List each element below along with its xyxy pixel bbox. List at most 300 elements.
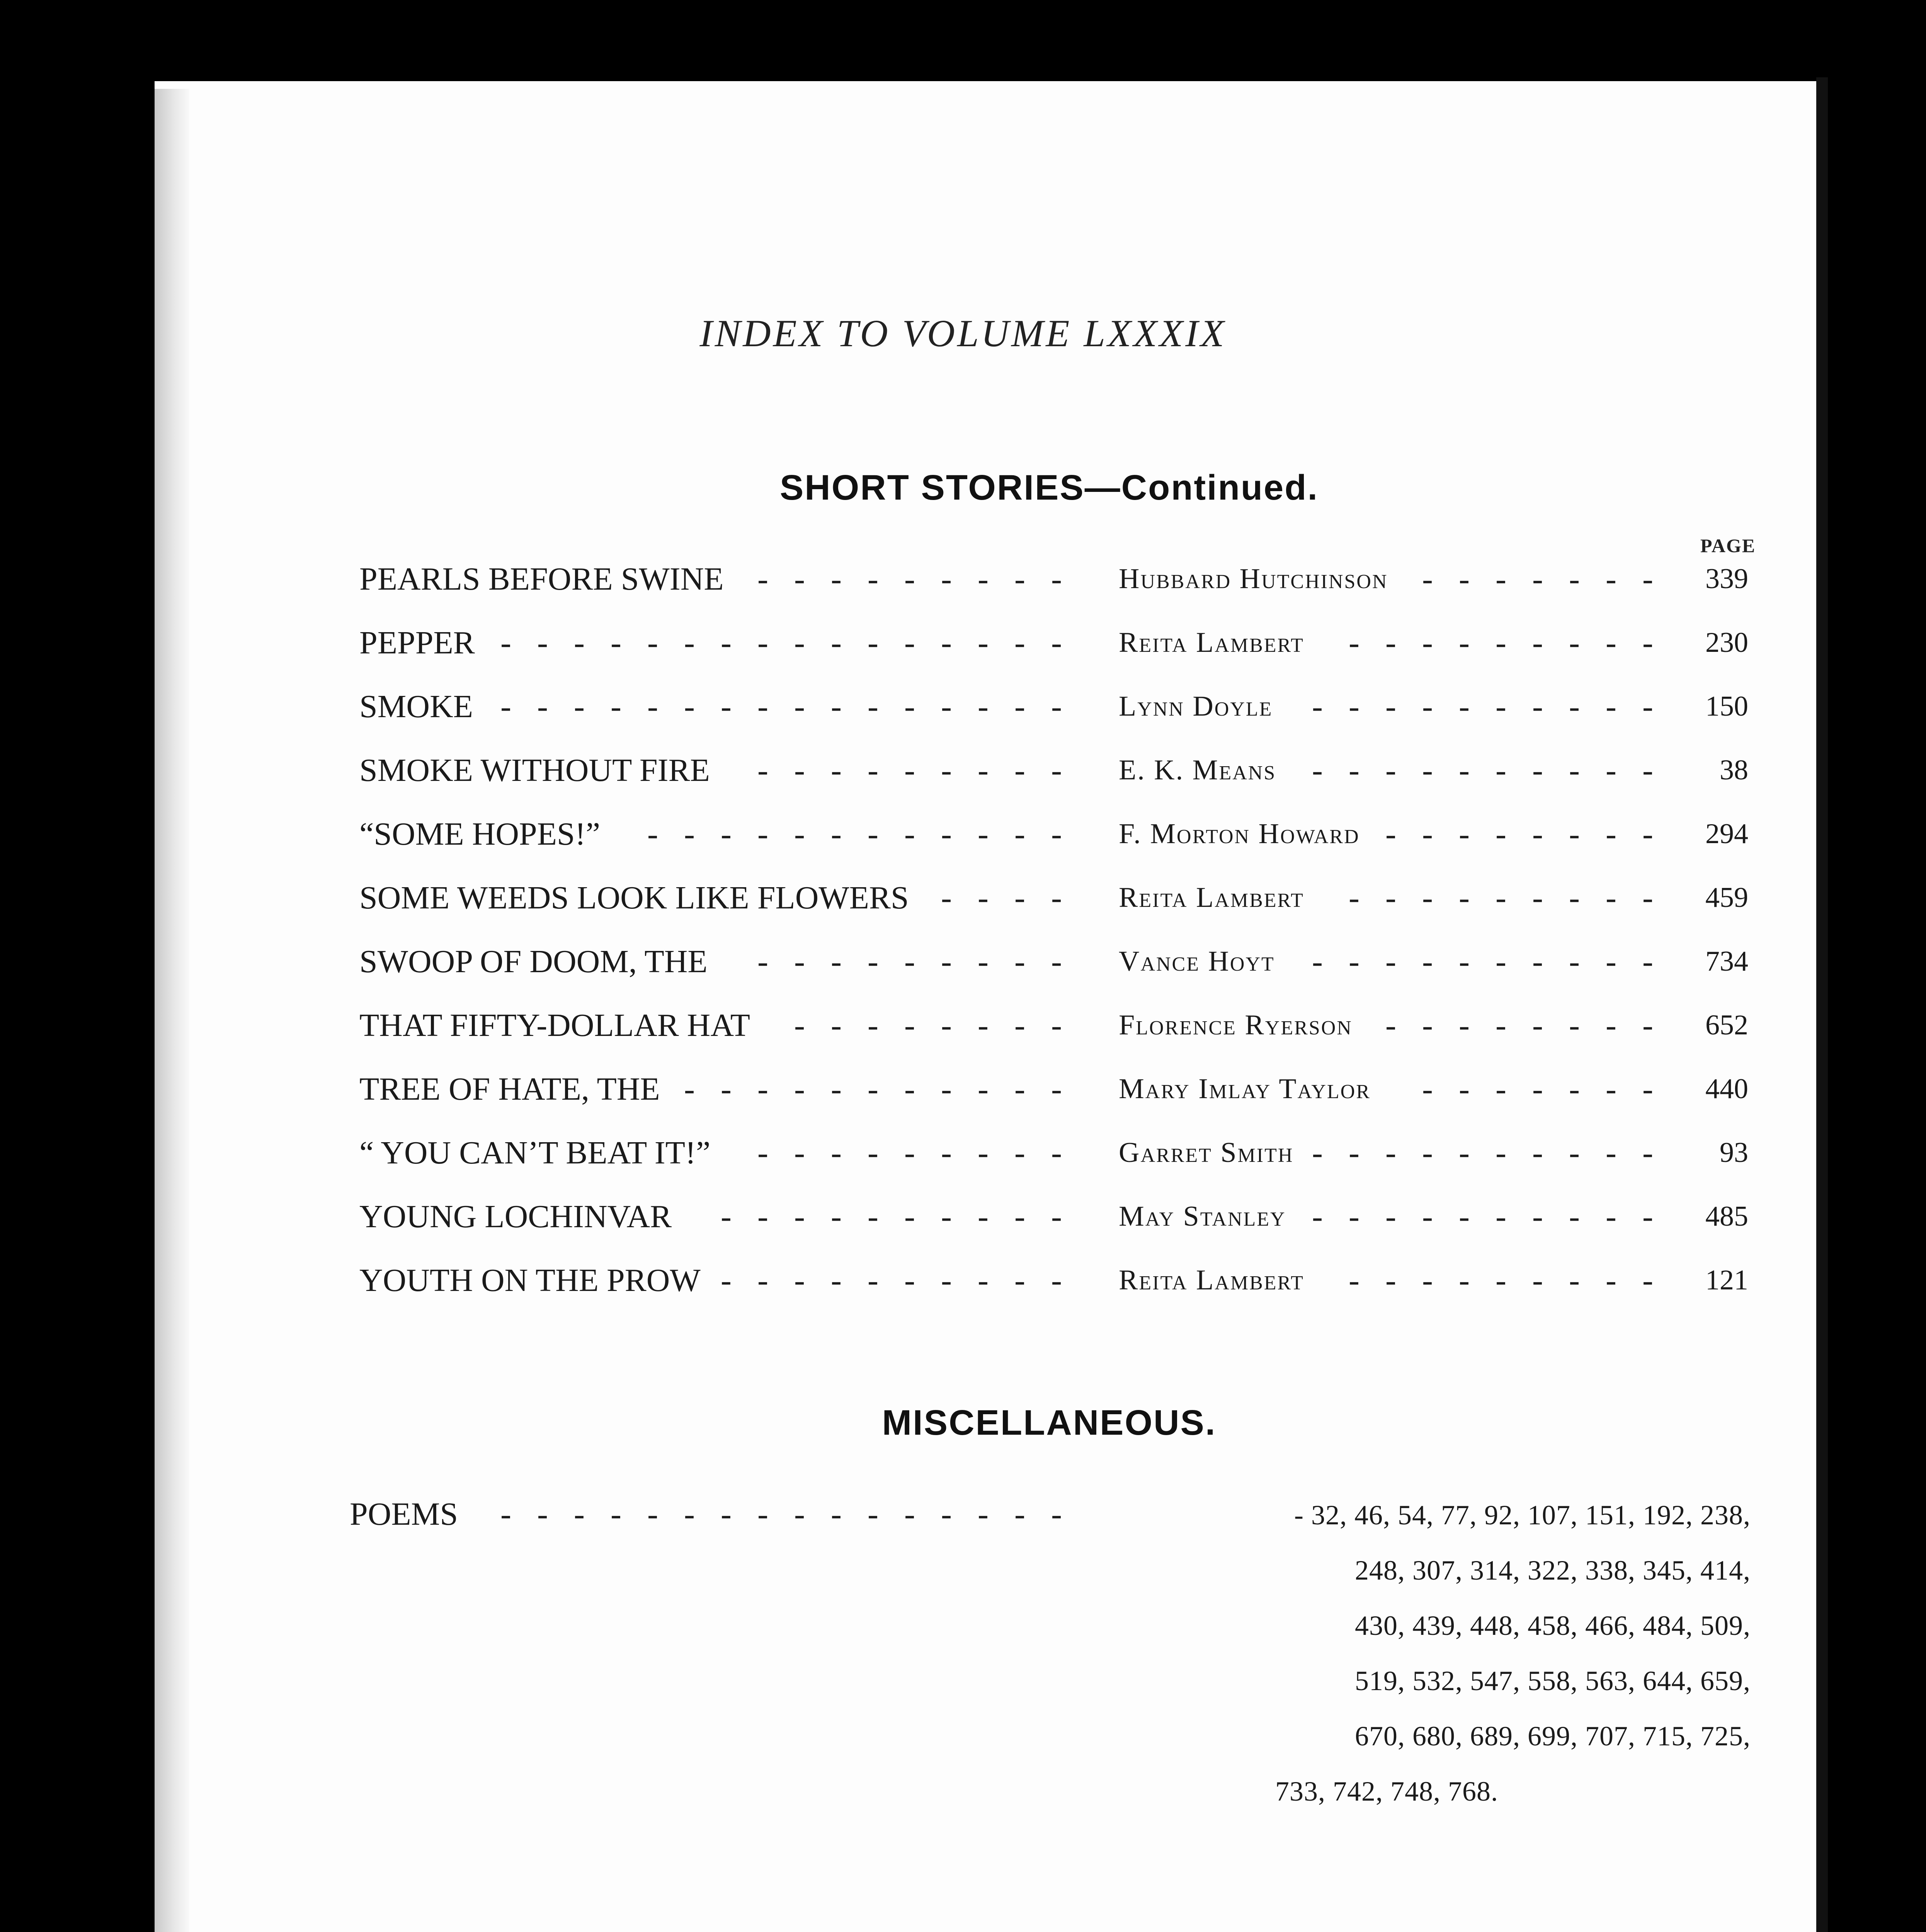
- leader-dash: -: [1642, 752, 1653, 788]
- leader-dash: -: [1532, 816, 1543, 852]
- leader-dash: -: [1349, 752, 1359, 788]
- leader-dash: -: [1569, 689, 1580, 724]
- entry-title: YOUNG LOCHINVAR: [359, 1199, 672, 1235]
- leader-dash: -: [537, 625, 548, 661]
- entry-page-number: 485: [1705, 1201, 1748, 1232]
- leader-dash: -: [500, 689, 511, 724]
- entry-author: Hubbard Hutchinson: [1119, 563, 1388, 595]
- index-entry: [0, 752, 1926, 798]
- leader-dash: -: [1349, 1262, 1359, 1298]
- leader-dash: -: [1051, 1007, 1062, 1043]
- leader-dash: -: [1642, 625, 1653, 661]
- leader-dash: -: [794, 752, 805, 788]
- leader-dash: -: [904, 816, 915, 852]
- leader-dash: -: [831, 689, 842, 724]
- leader-dash: -: [1459, 625, 1470, 661]
- entry-page-number: 440: [1705, 1073, 1748, 1105]
- leader-dash: -: [1051, 816, 1062, 852]
- leader-dash: -: [794, 1199, 805, 1235]
- leader-dash: -: [684, 816, 695, 852]
- leader-dash: -: [1496, 625, 1506, 661]
- leader-dash: -: [868, 1135, 878, 1171]
- leader-dash: -: [1496, 1262, 1506, 1298]
- leader-dash: -: [1532, 1007, 1543, 1043]
- leader-dash: -: [1385, 1007, 1396, 1043]
- leader-dash: -: [831, 752, 842, 788]
- leader-dash: -: [1606, 1135, 1616, 1171]
- entry-page-number: 734: [1705, 946, 1748, 977]
- leader-dash: -: [868, 816, 878, 852]
- leader-dash: -: [868, 1007, 878, 1043]
- leader-dash: -: [1532, 625, 1543, 661]
- short-stories-heading: SHORT STORIES—Continued.: [779, 468, 1319, 507]
- entry-author: Reita Lambert: [1119, 882, 1304, 913]
- leader-dash: -: [831, 944, 842, 980]
- leader-dash: -: [1642, 561, 1653, 597]
- leader-dash: -: [1422, 1199, 1433, 1235]
- leader-dash: -: [1496, 752, 1506, 788]
- leader-dash: -: [868, 689, 878, 724]
- leader-dash: -: [1532, 944, 1543, 980]
- entry-author: F. Morton Howard: [1119, 818, 1360, 850]
- leader-dash: -: [1569, 625, 1580, 661]
- entry-page-number: 38: [1720, 754, 1748, 786]
- leader-dash: -: [794, 1135, 805, 1171]
- leader-dash: -: [1312, 1135, 1323, 1171]
- leader-dash: -: [978, 1496, 989, 1532]
- leader-dash: -: [904, 689, 915, 724]
- leader-dash: -: [500, 625, 511, 661]
- leader-dash: -: [1642, 816, 1653, 852]
- leader-dash: -: [941, 625, 952, 661]
- leader-dash: -: [941, 752, 952, 788]
- index-entry: [0, 560, 1926, 607]
- leader-dash: -: [904, 1007, 915, 1043]
- leader-dash: -: [1459, 1199, 1470, 1235]
- leader-dash: -: [978, 625, 989, 661]
- leader-dash: -: [868, 561, 878, 597]
- entry-author: Lynn Doyle: [1119, 690, 1273, 722]
- leader-dash: -: [1459, 561, 1470, 597]
- leader-dash: -: [1496, 944, 1506, 980]
- entry-title: YOUTH ON THE PROW: [359, 1262, 701, 1298]
- leader-dash: -: [1642, 689, 1653, 724]
- leader-dash: -: [1312, 689, 1323, 724]
- page-header: INDEX TO VOLUME LXXXIX: [699, 312, 1227, 355]
- leader-dash: -: [1422, 1071, 1433, 1107]
- leader-dash: -: [721, 1071, 732, 1107]
- leader-dash: -: [868, 1496, 878, 1532]
- leader-dash: -: [794, 689, 805, 724]
- leader-dash: -: [1422, 1262, 1433, 1298]
- leader-dash: -: [1422, 944, 1433, 980]
- leader-dash: -: [1385, 944, 1396, 980]
- leader-dash: -: [1642, 1135, 1653, 1171]
- leader-dash: -: [941, 1262, 952, 1298]
- leader-dash: -: [941, 1135, 952, 1171]
- leader-dash: -: [757, 1262, 768, 1298]
- leader-dash: -: [1385, 880, 1396, 916]
- leader-dash: -: [1014, 689, 1025, 724]
- leader-dash: -: [978, 752, 989, 788]
- entry-title: THAT FIFTY-DOLLAR HAT: [359, 1007, 750, 1043]
- entry-author: Mary Imlay Taylor: [1119, 1073, 1371, 1105]
- leader-dash: -: [1422, 1135, 1433, 1171]
- entry-title: SMOKE WITHOUT FIRE: [359, 752, 710, 788]
- leader-dash: -: [978, 689, 989, 724]
- leader-dash: -: [1459, 944, 1470, 980]
- leader-dash: -: [1496, 1071, 1506, 1107]
- leader-dash: -: [831, 1007, 842, 1043]
- leader-dash: -: [757, 1071, 768, 1107]
- leader-dash: -: [1606, 1071, 1616, 1107]
- leader-dash: -: [941, 816, 952, 852]
- entry-page-number: 652: [1705, 1009, 1748, 1041]
- leader-dash: -: [941, 1007, 952, 1043]
- entry-page-number: 93: [1720, 1137, 1748, 1168]
- leader-dash: -: [1051, 1262, 1062, 1298]
- leader-dash: -: [1014, 816, 1025, 852]
- miscellaneous-heading: MISCELLANEOUS.: [882, 1403, 1217, 1442]
- leader-dash: -: [574, 689, 585, 724]
- leader-dash: -: [868, 1071, 878, 1107]
- leader-dash: -: [1642, 1262, 1653, 1298]
- leader-dash: -: [1642, 1199, 1653, 1235]
- leader-dash: -: [684, 625, 695, 661]
- leader-dash: -: [1496, 880, 1506, 916]
- leader-dash: -: [574, 625, 585, 661]
- leader-dash: -: [1051, 625, 1062, 661]
- leader-dash: -: [1014, 625, 1025, 661]
- leader-dash: -: [904, 1262, 915, 1298]
- leader-dash: -: [1569, 944, 1580, 980]
- index-entry: [0, 879, 1926, 925]
- leader-dash: -: [537, 1496, 548, 1532]
- leader-dash: -: [684, 689, 695, 724]
- leader-dash: -: [1459, 816, 1470, 852]
- leader-dash: -: [1422, 561, 1433, 597]
- leader-dash: -: [1051, 752, 1062, 788]
- leader-dash: -: [1459, 1135, 1470, 1171]
- leader-dash: -: [721, 625, 732, 661]
- leader-dash: -: [611, 625, 621, 661]
- leader-dash: -: [794, 625, 805, 661]
- index-entry: [0, 688, 1926, 734]
- leader-dash: -: [941, 1199, 952, 1235]
- leader-dash: -: [978, 880, 989, 916]
- poems-page-line: 248, 307, 314, 322, 338, 345, 414,: [1355, 1555, 1751, 1586]
- leader-dash: -: [1496, 1007, 1506, 1043]
- index-entry: [0, 624, 1926, 670]
- leader-dash: -: [978, 1071, 989, 1107]
- entry-page-number: 459: [1705, 882, 1748, 913]
- leader-dash: -: [537, 689, 548, 724]
- leader-dash: -: [1606, 880, 1616, 916]
- leader-dash: -: [500, 1496, 511, 1532]
- leader-dash: -: [1014, 752, 1025, 788]
- page-right-edge: [1816, 77, 1828, 1932]
- leader-dash: -: [1014, 1007, 1025, 1043]
- leader-dash: -: [1532, 1199, 1543, 1235]
- leader-dash: -: [1422, 752, 1433, 788]
- leader-dash: -: [757, 1496, 768, 1532]
- index-entry: [0, 1198, 1926, 1244]
- leader-dash: -: [1606, 752, 1616, 788]
- leader-dash: -: [1606, 689, 1616, 724]
- leader-dash: -: [904, 1071, 915, 1107]
- leader-dash: -: [1642, 944, 1653, 980]
- leader-dash: -: [1496, 816, 1506, 852]
- leader-dash: -: [941, 561, 952, 597]
- entry-page-number: 339: [1705, 563, 1748, 595]
- leader-dash: -: [1014, 1071, 1025, 1107]
- leader-dash: -: [1569, 1071, 1580, 1107]
- leader-dash: -: [978, 1007, 989, 1043]
- leader-dash: -: [1459, 752, 1470, 788]
- leader-dash: -: [868, 1262, 878, 1298]
- leader-dash: -: [1569, 561, 1580, 597]
- leader-dash: -: [1422, 625, 1433, 661]
- leader-dash: -: [1312, 752, 1323, 788]
- entry-page-number: 294: [1705, 818, 1748, 850]
- index-entry: [0, 815, 1926, 862]
- leader-dash: -: [978, 816, 989, 852]
- leader-dash: -: [794, 944, 805, 980]
- index-entry: [0, 1134, 1926, 1180]
- entry-title: SWOOP OF DOOM, THE: [359, 944, 708, 980]
- leader-dash: -: [1569, 1262, 1580, 1298]
- entry-title: “ YOU CAN’T BEAT IT!”: [359, 1135, 711, 1171]
- leader-dash: -: [574, 1496, 585, 1532]
- leader-dash: -: [1459, 880, 1470, 916]
- leader-dash: -: [1385, 1199, 1396, 1235]
- leader-dash: -: [1532, 752, 1543, 788]
- leader-dash: -: [1642, 1071, 1653, 1107]
- leader-dash: -: [1532, 1135, 1543, 1171]
- leader-dash: -: [1385, 689, 1396, 724]
- leader-dash: -: [1496, 1135, 1506, 1171]
- leader-dash: -: [941, 944, 952, 980]
- leader-dash: -: [1014, 880, 1025, 916]
- leader-dash: -: [1385, 1262, 1396, 1298]
- leader-dash: -: [1459, 689, 1470, 724]
- leader-dash: -: [1349, 1135, 1359, 1171]
- leader-dash: -: [757, 1135, 768, 1171]
- leader-dash: -: [1385, 752, 1396, 788]
- entry-author: Florence Ryerson: [1119, 1009, 1353, 1041]
- entry-title: PEARLS BEFORE SWINE: [359, 561, 724, 597]
- leader-dash: -: [831, 1262, 842, 1298]
- leader-dash: -: [1532, 1262, 1543, 1298]
- leader-dash: -: [1532, 561, 1543, 597]
- poems-page-line: 519, 532, 547, 558, 563, 644, 659,: [1355, 1665, 1751, 1696]
- leader-dash: -: [1014, 1262, 1025, 1298]
- leader-dash: -: [1349, 1199, 1359, 1235]
- leader-dash: -: [904, 1496, 915, 1532]
- leader-dash: -: [868, 944, 878, 980]
- leader-dash: -: [978, 1199, 989, 1235]
- leader-dash: -: [1385, 816, 1396, 852]
- leader-dash: -: [1051, 1071, 1062, 1107]
- index-entry: [0, 1262, 1926, 1308]
- leader-dash: -: [1422, 880, 1433, 916]
- entry-title: TREE OF HATE, THE: [359, 1071, 660, 1107]
- entry-author: Reita Lambert: [1119, 1264, 1304, 1296]
- entry-author: May Stanley: [1119, 1201, 1286, 1232]
- leader-dash: -: [647, 1496, 658, 1532]
- leader-dash: -: [941, 880, 952, 916]
- leader-dash: -: [757, 752, 768, 788]
- leader-dash: -: [831, 1071, 842, 1107]
- leader-dash: -: [684, 1496, 695, 1532]
- leader-dash: -: [978, 944, 989, 980]
- leader-dash: -: [721, 816, 732, 852]
- entry-title: PEPPER: [359, 625, 475, 661]
- leader-dash: -: [1051, 1199, 1062, 1235]
- leader-dash: -: [978, 1135, 989, 1171]
- leader-dash: -: [794, 561, 805, 597]
- poems-page-list: [1117, 1499, 1751, 1831]
- leader-dash: -: [794, 1262, 805, 1298]
- leader-dash: -: [1349, 880, 1359, 916]
- leader-dash: -: [831, 561, 842, 597]
- leader-dash: -: [1014, 1199, 1025, 1235]
- leader-dash: -: [1349, 689, 1359, 724]
- leader-dash: -: [1385, 1135, 1396, 1171]
- leader-dash: -: [1606, 1199, 1616, 1235]
- leader-dash: -: [1459, 1071, 1470, 1107]
- leader-dash: -: [721, 1262, 732, 1298]
- leader-dash: -: [611, 1496, 621, 1532]
- leader-dash: -: [1312, 1199, 1323, 1235]
- leader-dash: -: [1496, 689, 1506, 724]
- leader-dash: -: [647, 625, 658, 661]
- leader-dash: -: [1606, 561, 1616, 597]
- leader-dash: -: [1606, 816, 1616, 852]
- leader-dash: -: [721, 1199, 732, 1235]
- leader-dash: -: [1642, 880, 1653, 916]
- leader-dash: -: [831, 1496, 842, 1532]
- leader-dash: -: [904, 752, 915, 788]
- poems-page-line: 733, 742, 748, 768.: [1275, 1776, 1498, 1807]
- leader-dash: -: [1385, 625, 1396, 661]
- leader-dash: -: [831, 625, 842, 661]
- leader-dash: -: [757, 1199, 768, 1235]
- leader-dash: -: [1532, 689, 1543, 724]
- leader-dash: -: [757, 689, 768, 724]
- leader-dash: -: [868, 1199, 878, 1235]
- leader-dash: -: [1569, 752, 1580, 788]
- leader-dash: -: [941, 1071, 952, 1107]
- leader-dash: -: [794, 816, 805, 852]
- leader-dash: -: [794, 1496, 805, 1532]
- leader-dash: -: [904, 561, 915, 597]
- leader-dash: -: [721, 1496, 732, 1532]
- leader-dash: -: [1014, 944, 1025, 980]
- leader-dash: -: [831, 1199, 842, 1235]
- leader-dash: -: [757, 625, 768, 661]
- entry-author: Vance Hoyt: [1119, 946, 1275, 977]
- leader-dash: -: [904, 1135, 915, 1171]
- leader-dash: -: [1312, 944, 1323, 980]
- entry-page-number: 121: [1705, 1264, 1748, 1296]
- leader-dash: -: [1569, 880, 1580, 916]
- leader-dash: -: [1051, 880, 1062, 916]
- leader-dash: -: [757, 561, 768, 597]
- leader-dash: -: [941, 689, 952, 724]
- leader-dash: -: [721, 689, 732, 724]
- leader-dash: -: [1051, 1135, 1062, 1171]
- leader-dash: -: [1569, 1199, 1580, 1235]
- leader-dash: -: [831, 816, 842, 852]
- leader-dash: -: [1349, 944, 1359, 980]
- leader-dash: -: [794, 1071, 805, 1107]
- leader-dash: -: [1606, 944, 1616, 980]
- page-column-label: PAGE: [1700, 535, 1756, 556]
- leader-dash: -: [868, 625, 878, 661]
- leader-dash: -: [1051, 1496, 1062, 1532]
- poems-label: POEMS: [350, 1496, 458, 1532]
- leader-dash: -: [1606, 625, 1616, 661]
- leader-dash: -: [757, 816, 768, 852]
- leader-dash: -: [904, 944, 915, 980]
- leader-dash: -: [904, 625, 915, 661]
- entry-author: Garret Smith: [1119, 1137, 1294, 1168]
- leader-dash: -: [1014, 1135, 1025, 1171]
- leader-dash: -: [1532, 880, 1543, 916]
- leader-dash: -: [757, 944, 768, 980]
- index-entry: [0, 943, 1926, 989]
- entry-title: SOME WEEDS LOOK LIKE FLOWERS: [359, 880, 909, 916]
- entry-author: E. K. Means: [1119, 754, 1276, 786]
- entry-title: “SOME HOPES!”: [359, 816, 600, 852]
- leader-dash: -: [1051, 944, 1062, 980]
- entry-title: SMOKE: [359, 689, 473, 724]
- leader-dash: -: [647, 689, 658, 724]
- leader-dash: -: [1349, 625, 1359, 661]
- leader-dash: -: [1569, 1007, 1580, 1043]
- leader-dash: -: [1014, 1496, 1025, 1532]
- index-entry: [0, 1070, 1926, 1117]
- leader-dash: -: [1459, 1262, 1470, 1298]
- index-entry: [0, 1007, 1926, 1053]
- leader-dash: -: [1642, 1007, 1653, 1043]
- leader-dash: -: [1051, 561, 1062, 597]
- leader-dash: -: [1496, 1199, 1506, 1235]
- leader-dash: -: [611, 689, 621, 724]
- leader-dash: -: [647, 816, 658, 852]
- entry-page-number: 230: [1705, 627, 1748, 658]
- leader-dash: -: [831, 1135, 842, 1171]
- poems-page-line: 430, 439, 448, 458, 466, 484, 509,: [1355, 1610, 1751, 1641]
- poems-page-line: 670, 680, 689, 699, 707, 715, 725,: [1355, 1721, 1751, 1752]
- leader-dash: -: [1569, 816, 1580, 852]
- leader-dash: -: [1422, 689, 1433, 724]
- entry-page-number: 150: [1705, 690, 1748, 722]
- leader-dash: -: [978, 561, 989, 597]
- leader-dash: -: [1606, 1007, 1616, 1043]
- leader-dash: -: [684, 1071, 695, 1107]
- poems-page-line: - 32, 46, 54, 77, 92, 107, 151, 192, 238,: [1294, 1500, 1751, 1531]
- leader-dash: -: [868, 752, 878, 788]
- leader-dash: -: [941, 1496, 952, 1532]
- leader-dash: -: [1459, 1007, 1470, 1043]
- leader-dash: -: [978, 1262, 989, 1298]
- entry-author: Reita Lambert: [1119, 627, 1304, 658]
- leader-dash: -: [1051, 689, 1062, 724]
- leader-dash: -: [1496, 561, 1506, 597]
- leader-dash: -: [1014, 561, 1025, 597]
